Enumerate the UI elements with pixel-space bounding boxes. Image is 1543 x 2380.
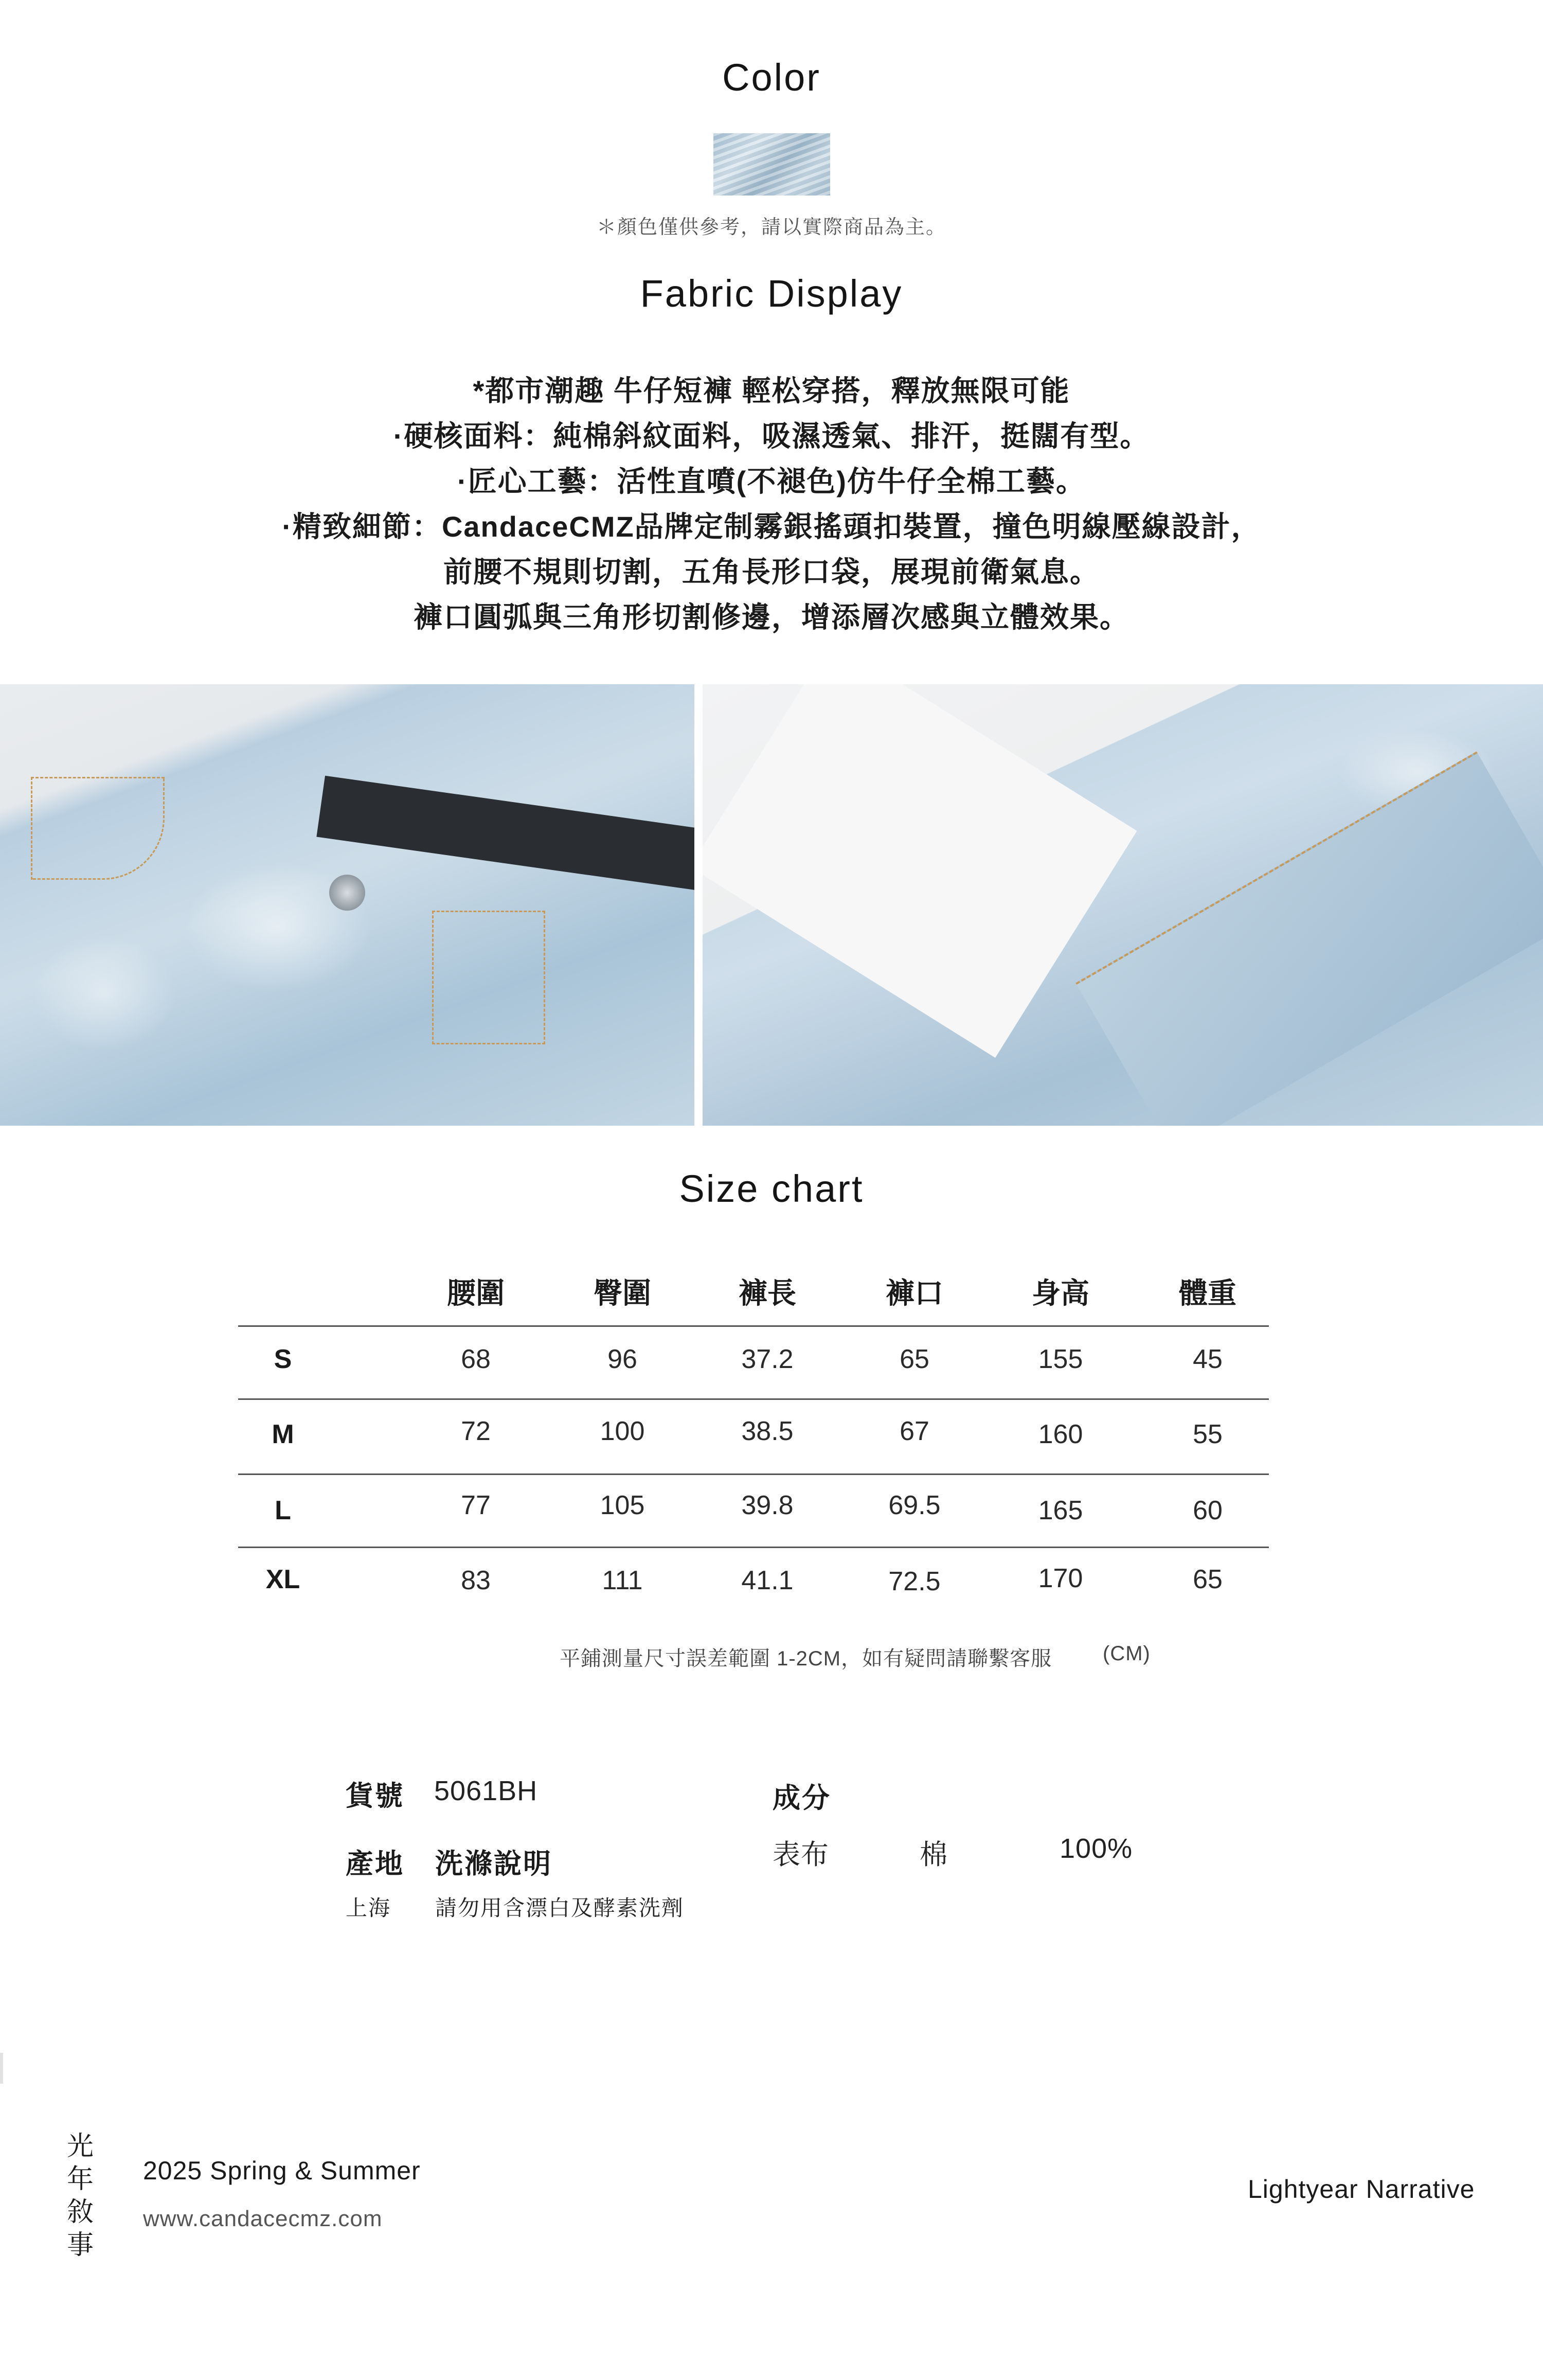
fabric-line: 褲口圓弧與三角形切割修邊，增添層次感與立體效果。 xyxy=(414,601,1129,633)
table-cell: 37.2 xyxy=(741,1344,794,1374)
table-cell: 83 xyxy=(461,1566,491,1595)
fabric-line: ·匠心工藝：活性直噴(不褪色)仿牛仔全棉工藝。 xyxy=(457,465,1086,498)
inner-lining-shape xyxy=(703,684,1137,1058)
unit-label: (CM) xyxy=(1103,1642,1151,1665)
composition-label: 成分 xyxy=(773,1783,831,1814)
edge-marker xyxy=(0,2053,3,2084)
table-cell: 68 xyxy=(461,1344,491,1374)
size-label-xl: XL xyxy=(265,1565,300,1594)
brand-char: 敘 xyxy=(66,2197,94,2227)
header-height: 身高 xyxy=(1032,1277,1089,1309)
sku-label: 貨號 xyxy=(346,1781,404,1811)
product-photo-hem-detail xyxy=(703,684,1543,1126)
origin-label: 產地 xyxy=(346,1849,404,1879)
table-cell: 72.5 xyxy=(888,1567,941,1596)
table-cell: 65 xyxy=(1193,1565,1223,1594)
table-divider xyxy=(238,1473,1269,1475)
table-divider xyxy=(238,1325,1269,1327)
header-weight: 體重 xyxy=(1179,1277,1236,1309)
fabric-line: 前腰不規則切割，五角長形口袋，展現前衛氣息。 xyxy=(443,556,1100,588)
table-cell: 170 xyxy=(1038,1564,1083,1593)
composition-part: 表布 xyxy=(773,1839,829,1870)
brand-tagline: Lightyear Narrative xyxy=(1248,2175,1475,2204)
table-cell: 60 xyxy=(1193,1496,1223,1525)
table-cell: 45 xyxy=(1193,1344,1223,1374)
waistband-shape xyxy=(316,776,694,892)
table-cell: 38.5 xyxy=(741,1416,794,1446)
table-cell: 69.5 xyxy=(888,1490,941,1520)
table-cell: 67 xyxy=(900,1416,929,1446)
measurement-note: 平鋪測量尺寸誤差範圍 1-2CM，如有疑問請聯繫客服 xyxy=(560,1647,1052,1670)
table-cell: 165 xyxy=(1038,1496,1083,1525)
table-cell: 55 xyxy=(1193,1419,1223,1449)
button-shape xyxy=(329,875,365,911)
table-cell: 105 xyxy=(600,1490,645,1520)
table-divider xyxy=(238,1398,1269,1400)
table-cell: 39.8 xyxy=(741,1490,794,1520)
pocket-seam xyxy=(31,777,165,880)
fabric-description xyxy=(0,368,1543,640)
table-cell: 41.1 xyxy=(741,1566,794,1595)
table-cell: 111 xyxy=(602,1566,643,1595)
composition-percent: 100% xyxy=(1060,1833,1133,1864)
origin-value: 上海 xyxy=(346,1896,391,1920)
season-label: 2025 Spring & Summer xyxy=(143,2156,421,2185)
hem-cuff-shape xyxy=(1075,751,1543,1126)
fabric-line: ·硬核面料：純棉斜紋面料，吸濕透氣、排汗，挺闊有型。 xyxy=(393,420,1150,452)
table-cell: 65 xyxy=(900,1344,929,1374)
table-divider xyxy=(238,1547,1269,1548)
header-leg-opening: 褲口 xyxy=(886,1277,943,1309)
table-cell: 160 xyxy=(1038,1419,1083,1449)
care-value: 請勿用含漂白及酵素洗劑 xyxy=(435,1896,685,1920)
header-waist: 腰圍 xyxy=(447,1277,505,1309)
table-cell: 77 xyxy=(461,1490,491,1520)
denim-color-swatch[interactable] xyxy=(713,133,830,196)
size-label-s: S xyxy=(274,1344,292,1374)
fabric-line: ·精致細節：CandaceCMZ品牌定制霧銀搖頭扣裝置，撞色明線壓線設計， xyxy=(282,510,1261,543)
color-disclaimer: ＊顏色僅供參考，請以實際商品為主。 xyxy=(596,217,946,238)
table-cell: 155 xyxy=(1038,1344,1083,1374)
belt-loop-seam xyxy=(432,911,545,1044)
product-photo-waist-detail xyxy=(0,684,694,1126)
brand-vertical-text xyxy=(65,2130,96,2262)
brand-char: 年 xyxy=(66,2164,94,2194)
table-cell: 96 xyxy=(607,1344,637,1374)
care-label: 洗滌說明 xyxy=(435,1849,552,1879)
size-chart-title: Size chart xyxy=(679,1167,864,1210)
header-length: 褲長 xyxy=(739,1277,796,1309)
website-link[interactable]: www.candacecmz.com xyxy=(143,2206,383,2231)
size-label-m: M xyxy=(272,1419,294,1449)
table-cell: 72 xyxy=(461,1416,491,1446)
table-cell: 100 xyxy=(600,1416,645,1446)
brand-char: 事 xyxy=(66,2230,94,2260)
brand-char: 光 xyxy=(66,2132,94,2161)
sku-value: 5061BH xyxy=(434,1775,538,1806)
fabric-title: Fabric Display xyxy=(640,272,903,315)
composition-material: 棉 xyxy=(920,1839,948,1870)
fabric-line: *都市潮趣 牛仔短褲 輕松穿搭，釋放無限可能 xyxy=(473,375,1070,407)
size-label-l: L xyxy=(275,1496,291,1525)
header-hip: 臀圍 xyxy=(594,1277,651,1309)
color-title: Color xyxy=(722,56,821,99)
